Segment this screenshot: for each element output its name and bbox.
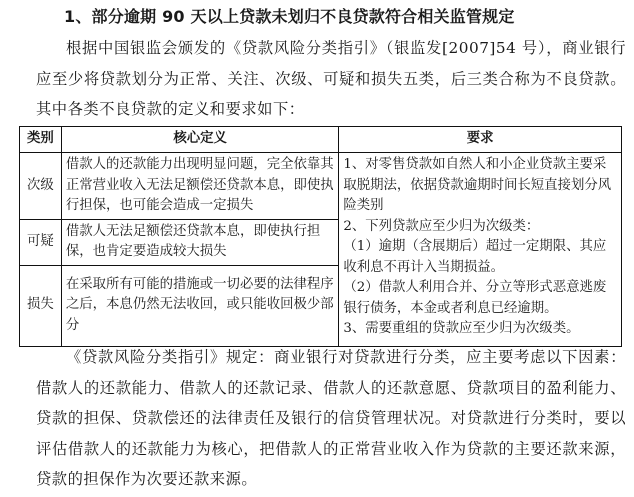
category-cell: 损失 [20,265,62,346]
requirement-item: （1）逾期（含展期后）超过一定期限、其应收利息不再计入当期损益。 [343,239,607,275]
section-heading: 1、部分逾期 90 天以上贷款未划归不良贷款符合相关监管规定 [64,7,515,26]
nonperforming-loan-table [19,126,622,347]
requirement-item: （2）借款人利用合并、分立等形式恶意逃废银行债务，本金或者利息已经逾期。 [343,280,607,316]
header-category: 类别 [20,127,62,153]
category-cell: 次级 [20,153,62,220]
table-header-row [20,127,622,153]
header-definition: 核心定义 [61,127,338,153]
requirement-cell [339,153,622,347]
requirement-item: 2、下列贷款应至少归为次级类： [343,218,540,234]
guideline-paragraph: 《贷款风险分类指引》规定：商业银行对贷款进行分类，应主要考虑以下因素：借款人的还款能力、借款人的还款记录、借款人的还款意愿、贷款项目的盈利能力、贷款的担保、贷款偿还的法律责任及银行的信贷管理状况。对贷款进行分类时，要以评估借款人的还款能力为核心，把借款人的正常营业收入作为贷款的主要还款来源，贷款的担保作为次要还款来源。 [36,348,626,488]
intro-paragraph: 根据中国银监会颁发的《贷款风险分类指引》（银监发[2007]54 号），商业银行应至少将贷款划分为正常、关注、次级、可疑和损失五类，后三类合称为不良贷款。其中各类不良贷款的定义和要求如下： [36,39,626,118]
definition-cell: 借款人无法足额偿还贷款本息，即使执行担保，也肯定要造成较大损失 [61,219,338,265]
definition-cell: 在采取所有可能的措施或一切必要的法律程序之后，本息仍然无法收回，或只能收回极少部分 [61,265,338,346]
requirement-item: 1、对零售贷款如自然人和小企业贷款主要采取脱期法，依据贷款逾期时间长短直接划分风险类别 [343,157,612,213]
definition-cell: 借款人的还款能力出现明显问题，完全依靠其正常营业收入无法足额偿还贷款本息，即使执行担保，也可能会造成一定损失 [61,153,338,220]
category-cell: 可疑 [20,219,62,265]
requirement-item: 3、需要重组的贷款应至少归为次级类。 [343,321,580,336]
table-row [20,153,622,220]
header-requirement: 要求 [339,127,622,153]
